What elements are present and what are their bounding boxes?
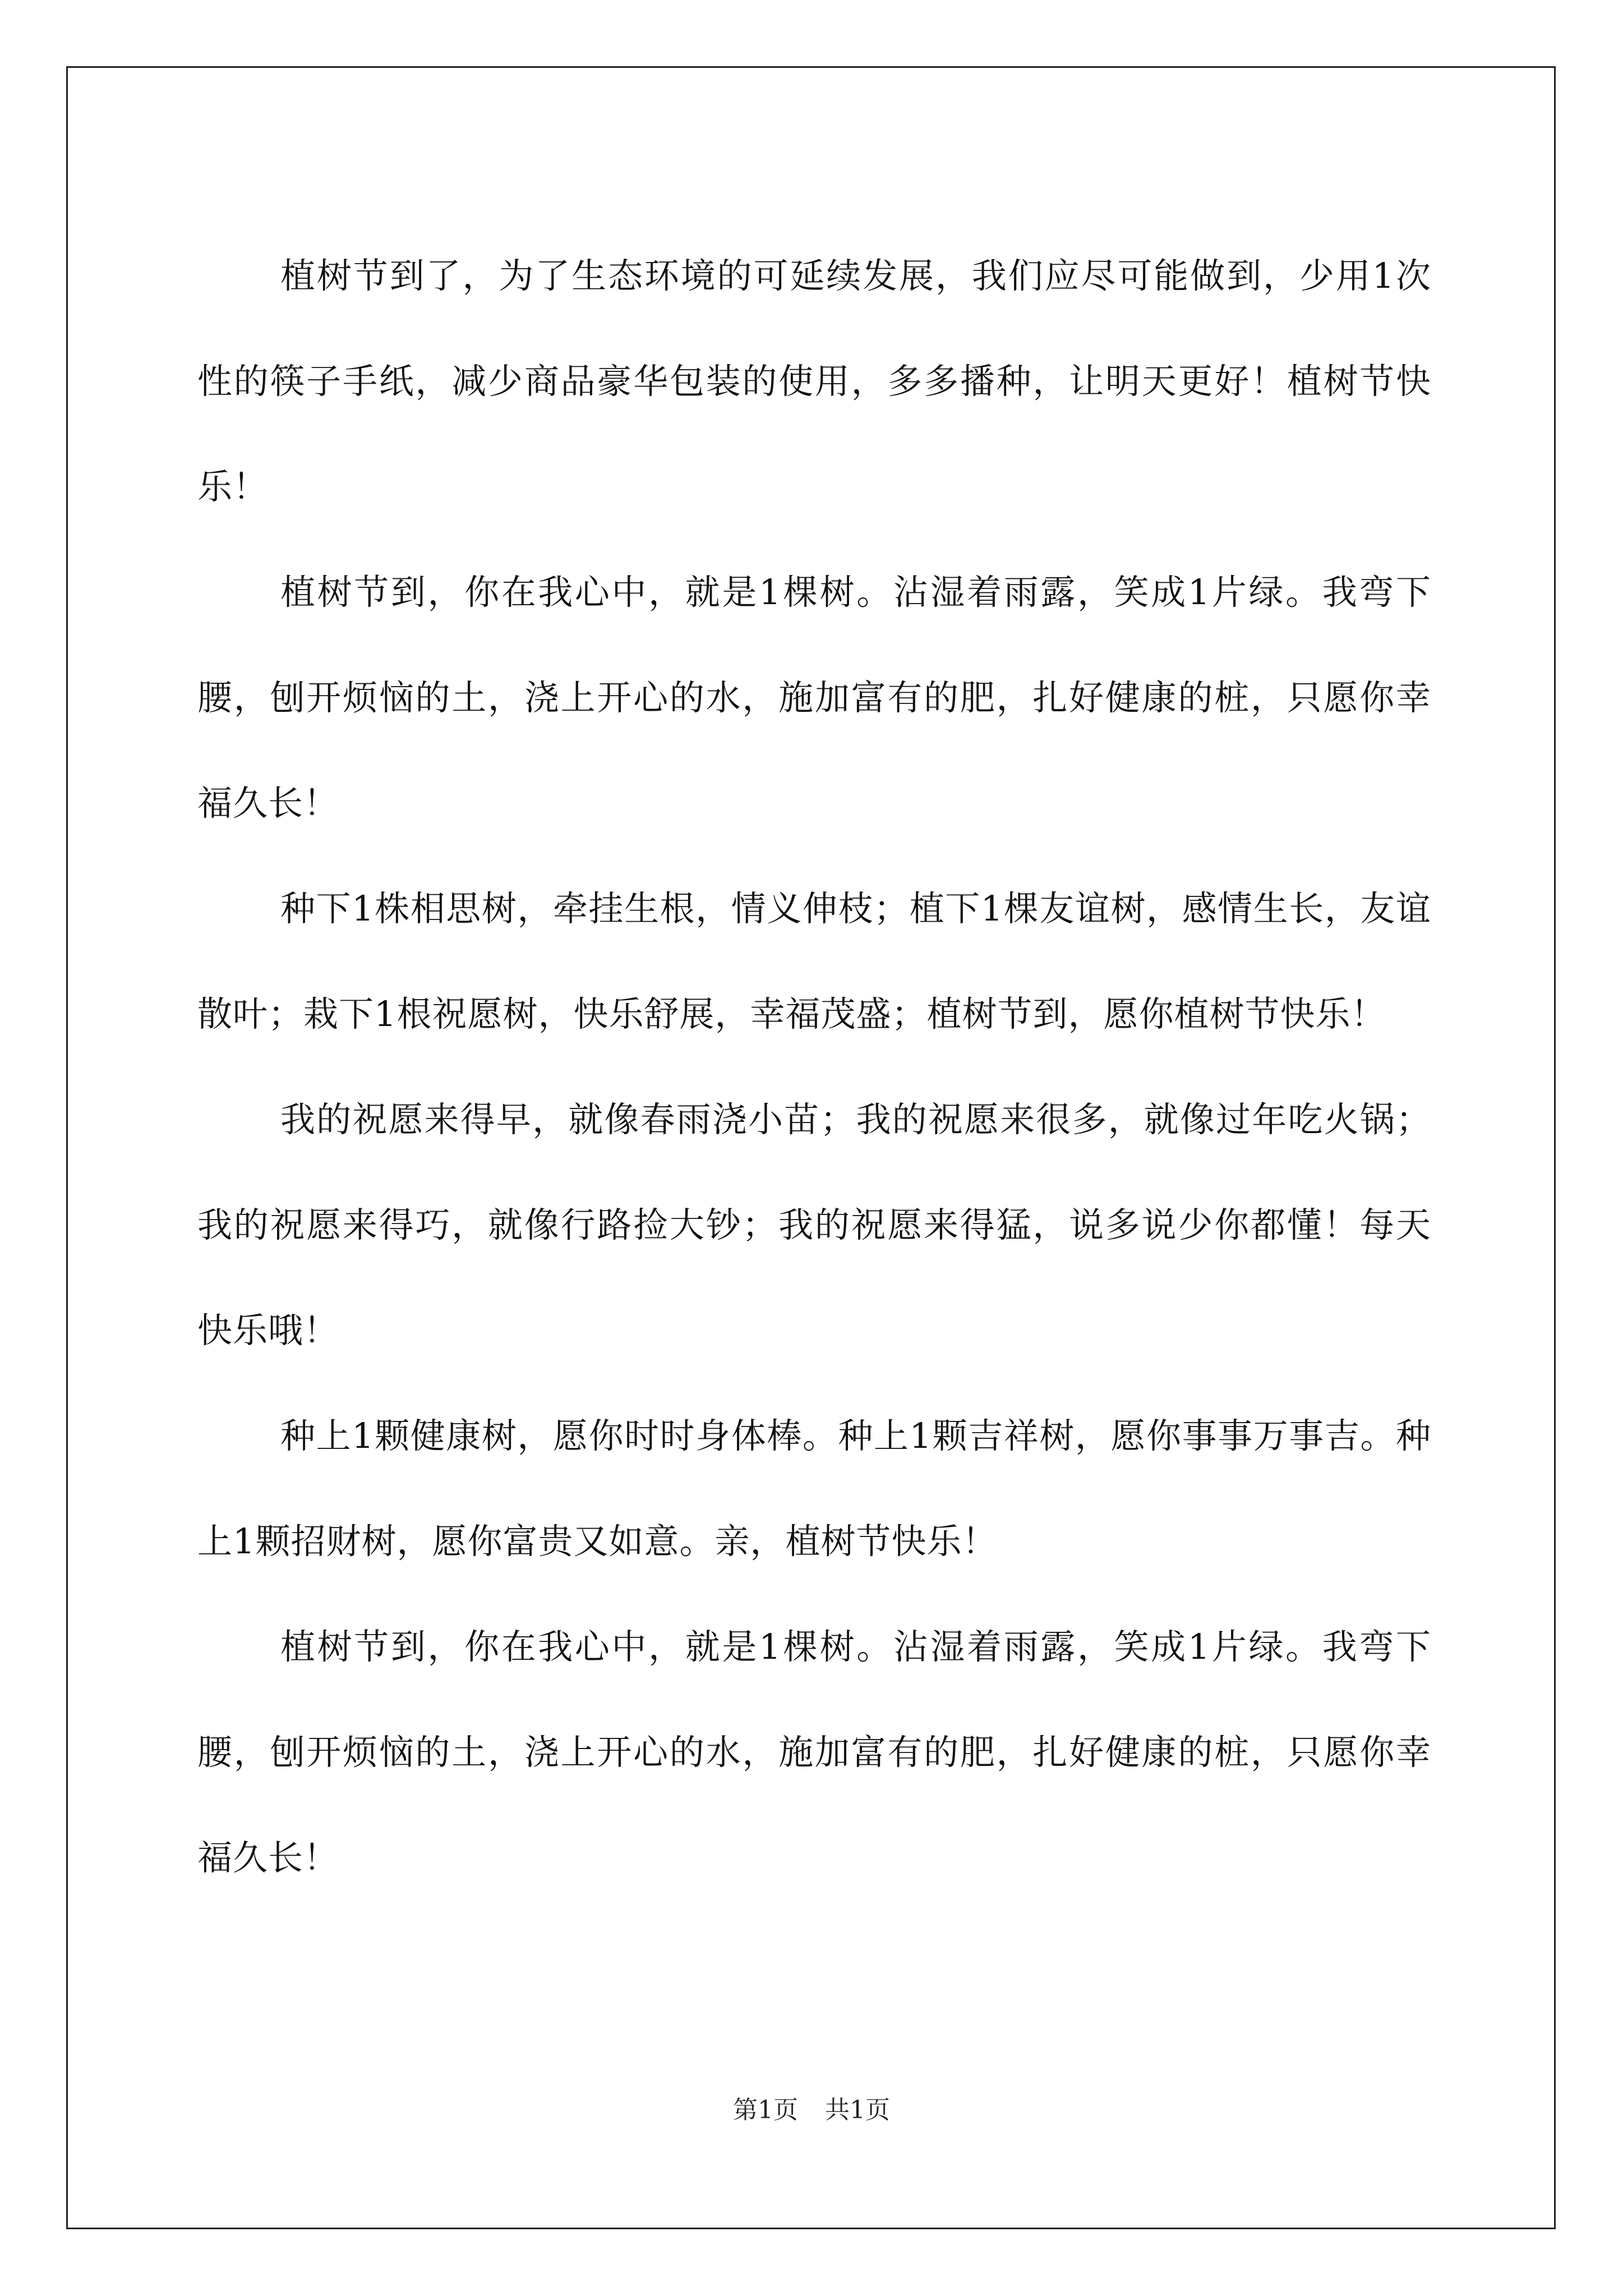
document-body xyxy=(197,223,1431,1911)
page-footer xyxy=(0,2093,1623,2127)
paragraph-6: 植树节到，你在我心中，就是1棵树。沾湿着雨露，笑成1片绿。我弯下腰，刨开烦恼的土，浇上开心的水，施加富有的肥，扎好健康的桩，只愿你幸福久长！ xyxy=(197,1626,1431,1878)
page-total: 共1页 xyxy=(825,2096,890,2124)
page-number: 第1页 xyxy=(733,2096,798,2124)
paragraph-5: 种上1颗健康树，愿你时时身体棒。种上1颗吉祥树，愿你事事万事吉。种上1颗招财树，愿你富贵又如意。亲，植树节快乐！ xyxy=(197,1415,1431,1562)
paragraph-2: 植树节到，你在我心中，就是1棵树。沾湿着雨露，笑成1片绿。我弯下腰，刨开烦恼的土，浇上开心的水，施加富有的肥，扎好健康的桩，只愿你幸福久长！ xyxy=(197,572,1431,823)
paragraph-4: 我的祝愿来得早，就像春雨浇小苗；我的祝愿来很多，就像过年吃火锅；我的祝愿来得巧，就像行路捡大钞；我的祝愿来得猛，说多说少你都懂！每天快乐哦！ xyxy=(197,1099,1431,1351)
paragraph-3: 种下1株相思树，牵挂生根，情义伸枝；植下1棵友谊树，感情生长，友谊散叶；栽下1根祝愿树，快乐舒展，幸福茂盛；植树节到，愿你植树节快乐！ xyxy=(197,888,1431,1034)
paragraph-1: 植树节到了，为了生态环境的可延续发展，我们应尽可能做到，少用1次性的筷子手纸，减少商品豪华包装的使用，多多播种，让明天更好！植树节快乐！ xyxy=(197,255,1431,507)
